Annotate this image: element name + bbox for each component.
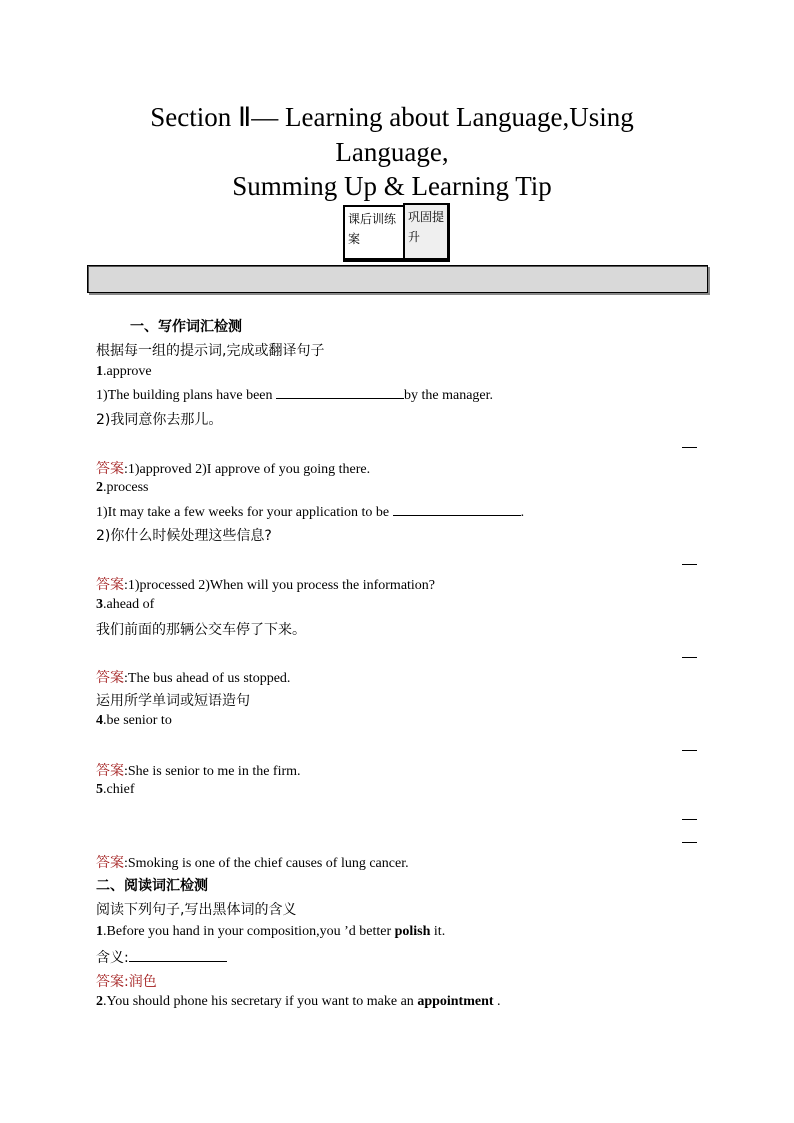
item5-answer: 答案:Smoking is one of the chief causes of lung cancer. [96, 855, 409, 871]
section2-instruction: 阅读下列句子,写出黑体词的含义 [96, 902, 297, 918]
section1-instruction: 根据每一组的提示词,完成或翻译句子 [96, 343, 325, 359]
item3-answer: 答案:The bus ahead of us stopped. [96, 670, 291, 686]
answer-blank[interactable] [276, 386, 404, 399]
s2-item1-sentence: 1.Before you hand in your composition,you ’d better polish it. [96, 924, 446, 939]
answer-blank[interactable] [393, 503, 521, 516]
item4-word: 4.be senior to [96, 713, 172, 728]
tag-consolidate: 巩固提升 [403, 203, 450, 260]
item1-word: 1.approve [96, 364, 152, 379]
answer-line [682, 657, 697, 658]
item1-answer: 答案:1)approved 2)I approve of you going there. [96, 461, 371, 477]
answer-line [682, 842, 697, 843]
item2-q2: 2)你什么时候处理这些信息? [96, 528, 272, 544]
section1-subinstruction: 运用所学单词或短语造句 [96, 693, 250, 709]
title-line-2: Language, [335, 137, 449, 167]
item4-answer: 答案:She is senior to me in the firm. [96, 763, 301, 779]
meaning-blank[interactable] [129, 949, 227, 962]
tag-after-class: 课后训练案 [343, 205, 405, 260]
section2-heading: 二、阅读词汇检测 [96, 878, 208, 894]
item2-word: 2.process [96, 480, 149, 495]
title-line-3: Summing Up & Learning Tip [232, 171, 552, 201]
tag-underline [343, 259, 450, 262]
answer-line [682, 819, 697, 820]
s2-item1-answer: 答案:润色 [96, 974, 157, 990]
item3-q1: 我们前面的那辆公交车停了下来。 [96, 622, 306, 638]
item1-q2: 2)我同意你去那儿。 [96, 412, 223, 428]
item3-word: 3.ahead of [96, 597, 155, 612]
answer-line [682, 447, 697, 448]
s2-item1-meaning: 含义: [96, 947, 227, 967]
answer-line [682, 750, 697, 751]
section1-heading: 一、写作词汇检测 [130, 319, 242, 335]
item1-q1: 1)The building plans have been by the manager. [96, 388, 494, 403]
answer-line [682, 564, 697, 565]
s2-item2-sentence: 2.You should phone his secretary if you want to make an appointment . [96, 994, 501, 1009]
item2-answer: 答案:1)processed 2)When will you process the information? [96, 577, 436, 593]
item5-word: 5.chief [96, 782, 135, 797]
title-line-1: Section Ⅱ— Learning about Language,Using [150, 102, 634, 132]
item2-q1: 1)It may take a few weeks for your application to be . [96, 505, 525, 520]
section-banner [87, 265, 708, 293]
